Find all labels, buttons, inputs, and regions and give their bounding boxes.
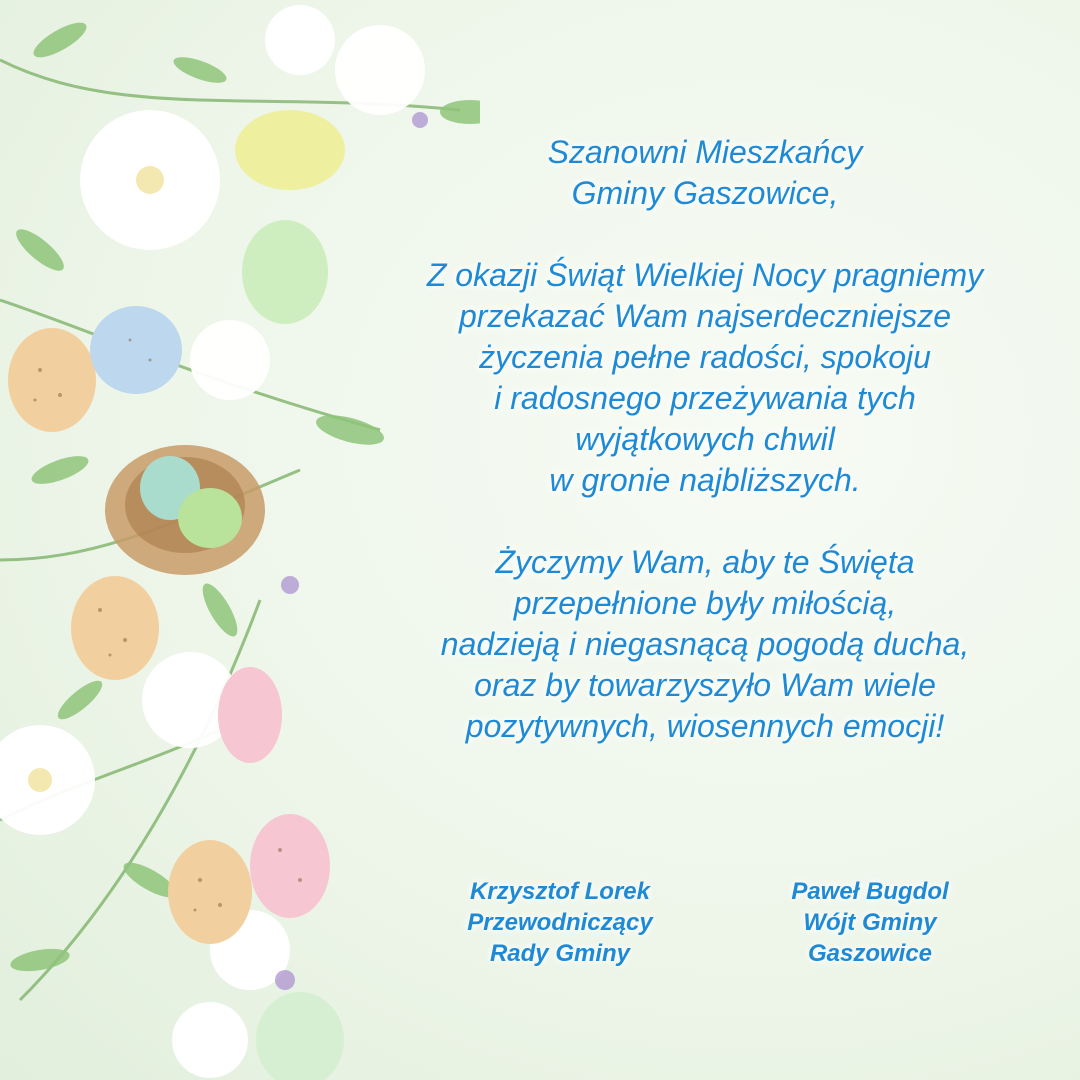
salutation-line: Szanowni Mieszkańcy: [547, 134, 863, 170]
wishes-line: oraz by towarzyszyło Wam wiele: [474, 667, 936, 703]
wishes-line: w gronie najbliższych.: [549, 462, 861, 498]
wishes-line: przekazać Wam najserdeczniejsze: [458, 298, 952, 334]
wishes-line: i radosnego przeżywania tych: [494, 380, 916, 416]
wishes-line: wyjątkowych chwil: [575, 421, 835, 457]
wishes-paragraph: [360, 255, 1050, 501]
signatory-title: Rady Gminy: [489, 940, 631, 967]
wishes-line: nadzieją i niegasnącą pogodą ducha,: [440, 626, 970, 662]
signatory-name: Paweł Bugdol: [791, 878, 949, 905]
signatory-title: Wójt Gminy: [803, 909, 937, 936]
signature-mayor: [740, 876, 1000, 969]
signatory-title: Gaszowice: [807, 940, 933, 967]
wishes-line: pozytywnych, wiosennych emocji!: [465, 708, 945, 744]
greeting-text: [360, 132, 1050, 747]
wishes-line: Z okazji Świąt Wielkiej Nocy pragniemy: [426, 257, 984, 293]
salutation: [360, 132, 1050, 214]
signatory-title: Przewodniczący: [467, 909, 653, 936]
salutation-line: Gminy Gaszowice,: [571, 175, 839, 211]
signatory-name: Krzysztof Lorek: [469, 878, 651, 905]
signature-council-chairman: [430, 876, 690, 969]
wishes-line: życzenia pełne radości, spokoju: [479, 339, 931, 375]
wishes-line: Życzymy Wam, aby te Święta: [495, 544, 915, 580]
wishes-line: przepełnione były miłością,: [513, 585, 897, 621]
wishes-paragraph: [360, 542, 1050, 747]
